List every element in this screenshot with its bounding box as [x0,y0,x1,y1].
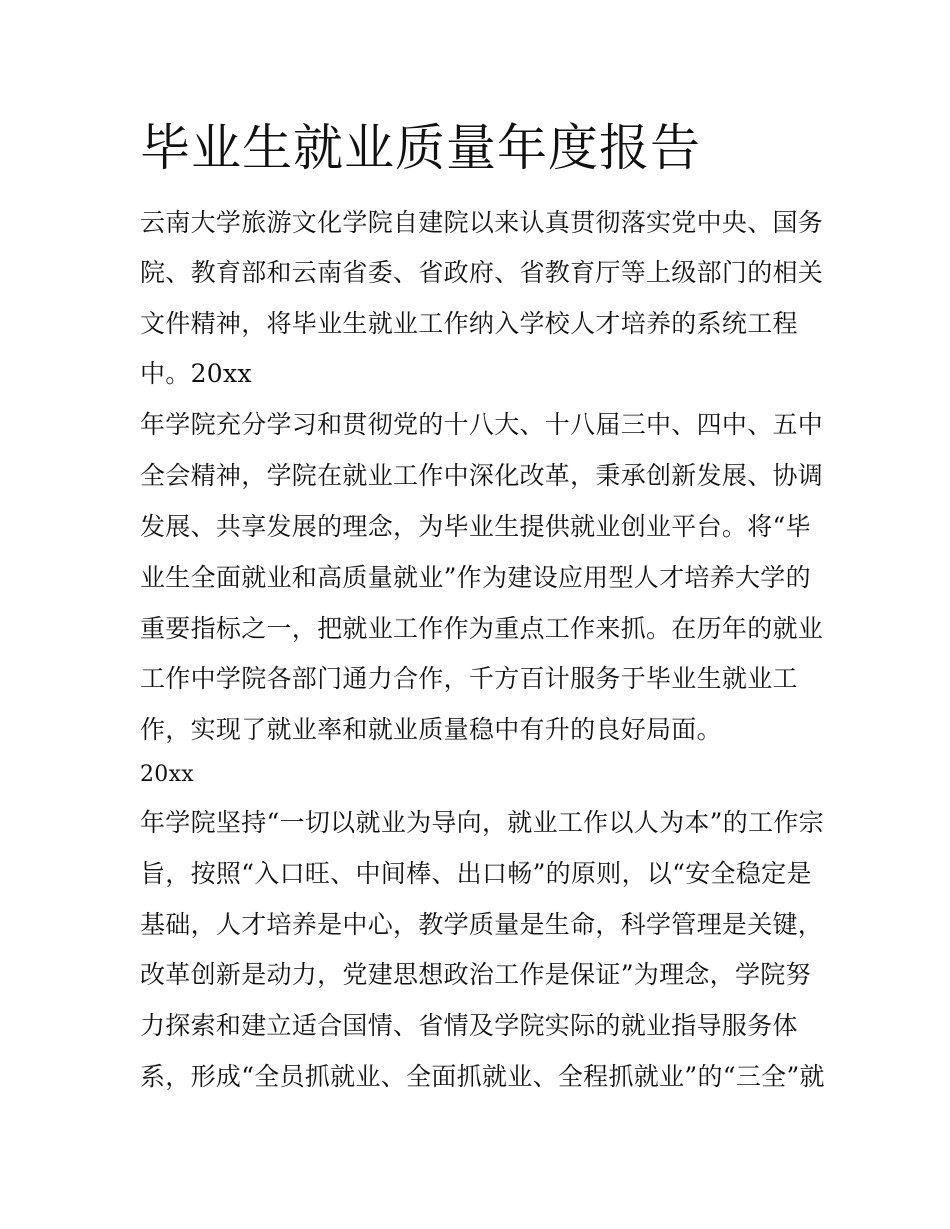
body-line: 云南大学旅游文化学院自建院以来认真贯彻落实党中央、国务 [140,208,824,237]
body-line: 系，形成“全员抓就业、全面抓就业、全程抓就业”的“三全”就 [140,1062,825,1091]
body-line: 20xx [140,762,195,787]
body-line: 院、教育部和云南省委、省政府、省教育厅等上级部门的相关 [140,258,824,287]
body-line: 工作中学院各部门通力合作，千方百计服务于毕业生就业工 [140,664,798,693]
body-line: 改革创新是动力，党建思想政治工作是保证”为理念，学院努 [140,960,811,989]
body-line: 发展、共享发展的理念，为毕业生提供就业创业平台。将“毕 [140,512,811,541]
body-line: 基础，人才培养是中心，教学质量是生命，科学管理是关键， [140,910,824,939]
document-title: 毕业生就业质量年度报告 [140,119,701,177]
body-line: 中。20xx [140,359,252,388]
body-line: 业生全面就业和高质量就业”作为建设应用型人才培养大学的 [140,563,811,592]
body-line: 重要指标之一，把就业工作作为重点工作来抓。在历年的就业 [140,614,824,643]
body-line: 年学院坚持“一切以就业为导向，就业工作以人为本”的工作宗 [140,808,824,837]
body-line: 文件精神，将毕业生就业工作纳入学校人才培养的系统工程 [140,309,798,338]
body-line: 作，实现了就业率和就业质量稳中有升的良好局面。 [140,715,722,744]
body-line: 年学院充分学习和贯彻党的十八大、十八届三中、四中、五中 [140,410,824,439]
body-line: 旨，按照“入口旺、中间棒、出口畅”的原则，以“安全稳定是 [140,859,812,888]
body-line: 力探索和建立适合国情、省情及学院实际的就业指导服务体 [140,1011,798,1040]
body-line: 全会精神，学院在就业工作中深化改革，秉承创新发展、协调 [140,461,824,490]
